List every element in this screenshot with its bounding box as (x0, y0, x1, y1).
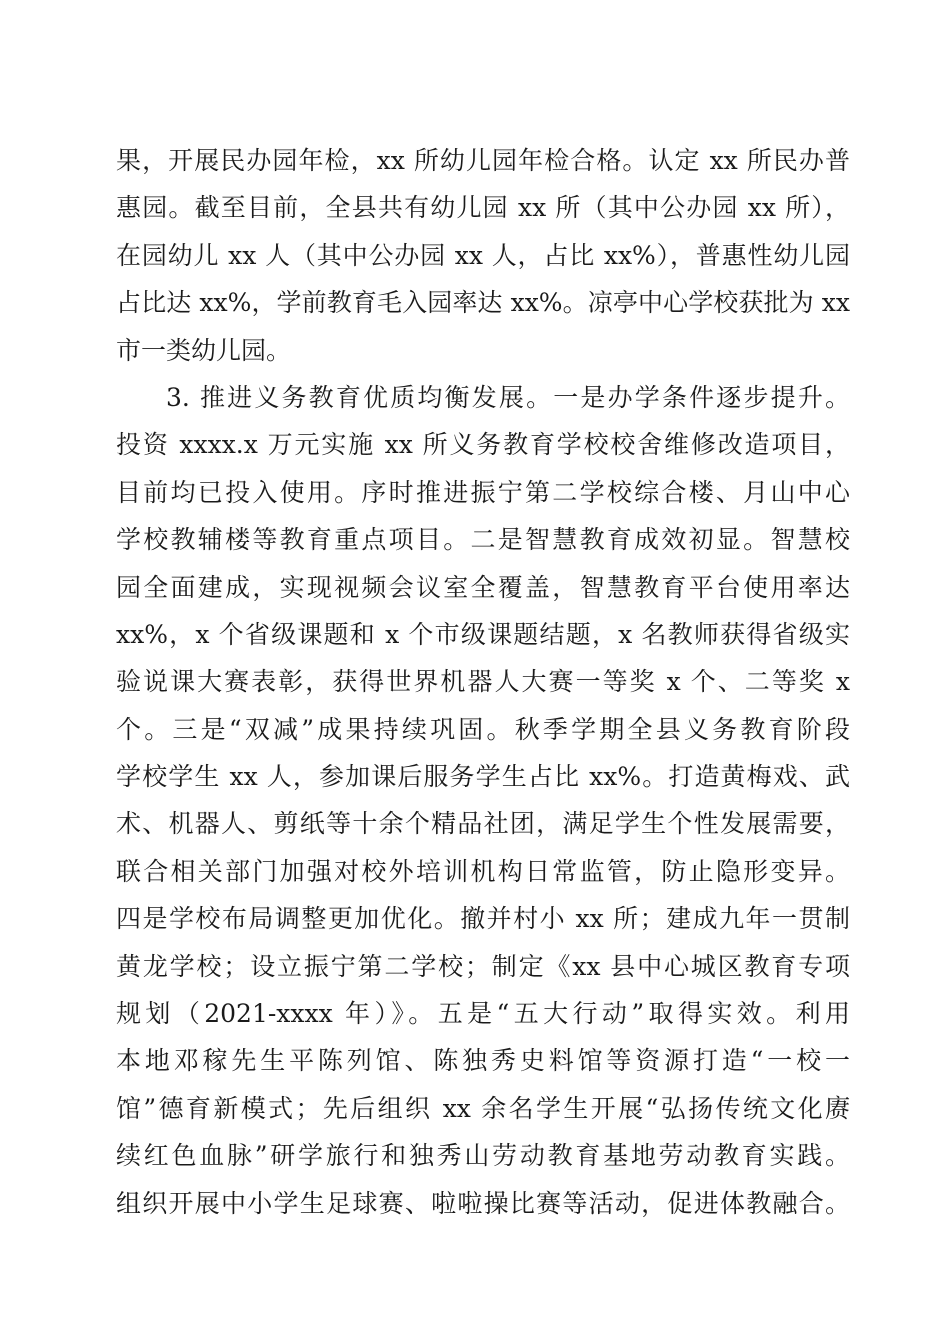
text-line: 黄龙学校；设立振宁第二学校；制定《xx 县中心城区教育专项 (116, 951, 850, 981)
text-line: xx%，x 个省级课题和 x 个市级课题结题，x 名教师获得省级实 (116, 619, 850, 649)
text-line: 在园幼儿 xx 人（其中公办园 xx 人，占比 xx%），普惠性幼儿园 (116, 240, 850, 270)
text-line: 本地邓稼先生平陈列馆、陈独秀史料馆等资源打造“一校一 (116, 1046, 850, 1076)
text-line: 果，开展民办园年检，xx 所幼儿园年检合格。认定 xx 所民办普 (116, 146, 850, 175)
section-heading-line: 3. 推进义务教育优质均衡发展。一是办学条件逐步提升。 (166, 382, 850, 412)
text-line: 占比达 xx%，学前教育毛入园率达 xx%。凉亭中心学校获批为 xx (116, 288, 850, 318)
paragraph-preschool-continued (116, 137, 850, 374)
text-line: 市一类幼儿园。 (116, 335, 292, 365)
text-line: 园全面建成，实现视频会议室全覆盖，智慧教育平台使用率达 (116, 572, 850, 602)
document-body (116, 137, 850, 1227)
text-line: 个。三是“双减”成果持续巩固。秋季学期全县义务教育阶段 (116, 714, 850, 744)
text-line: 馆”德育新模式；先后组织 xx 余名学生开展“弘扬传统文化赓 (116, 1093, 850, 1123)
text-line: 学校教辅楼等教育重点项目。二是智慧教育成效初显。智慧校 (116, 525, 850, 555)
text-line: 规划（2021-xxxx 年）》。五是“五大行动”取得实效。利用 (116, 999, 850, 1029)
text-line: 投资 xxxx.x 万元实施 xx 所义务教育学校校舍维修改造项目， (116, 430, 850, 460)
paragraph-compulsory-education (116, 374, 850, 1227)
text-line: 学校学生 xx 人，参加课后服务学生占比 xx%。打造黄梅戏、武 (116, 762, 850, 792)
text-line: 续红色血脉”研学旅行和独秀山劳动教育基地劳动教育实践。 (116, 1141, 850, 1171)
text-line: 惠园。截至目前，全县共有幼儿园 xx 所（其中公办园 xx 所）， (116, 193, 850, 223)
text-line: 组织开展中小学生足球赛、啦啦操比赛等活动，促进体教融合。 (116, 1188, 850, 1218)
text-line: 四是学校布局调整更加优化。撤并村小 xx 所；建成九年一贯制 (116, 904, 850, 934)
text-line: 术、机器人、剪纸等十余个精品社团，满足学生个性发展需要， (116, 809, 850, 839)
text-line: 验说课大赛表彰，获得世界机器人大赛一等奖 x 个、二等奖 x (116, 667, 850, 697)
text-line: 联合相关部门加强对校外培训机构日常监管，防止隐形变异。 (116, 856, 850, 886)
text-line: 目前均已投入使用。序时推进振宁第二学校综合楼、月山中心 (116, 477, 850, 507)
